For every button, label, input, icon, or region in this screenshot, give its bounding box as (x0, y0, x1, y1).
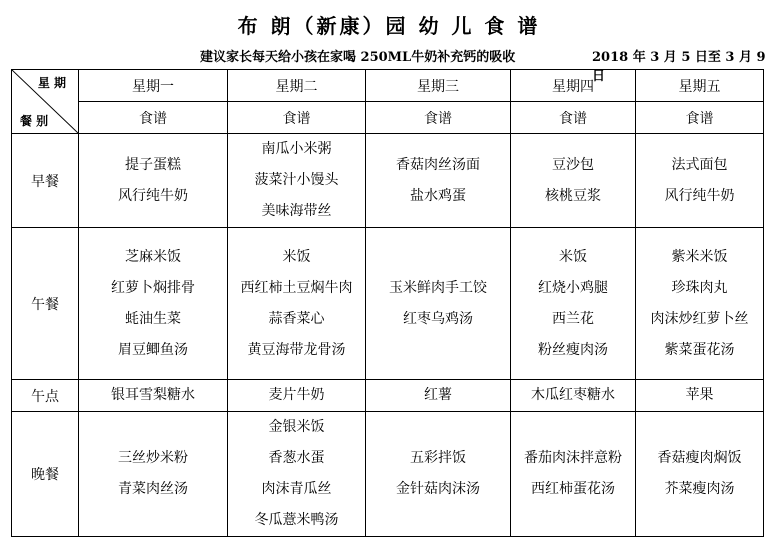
menu-cell (511, 228, 636, 380)
dish-item: 红萝卜焖排骨 (111, 279, 195, 296)
meal-row-snack (12, 380, 764, 412)
menu-cell (366, 412, 511, 537)
day-header-fri: 星期五 (636, 70, 764, 102)
dish-item: 芥菜瘦肉汤 (664, 481, 735, 497)
dish-item: 玉米鲜肉手工饺 (389, 279, 487, 296)
dish-item: 眉豆鲫鱼汤 (118, 341, 188, 358)
dish-item: 香葱水蛋 (268, 450, 325, 466)
dish-item: 黄豆海带龙骨汤 (247, 341, 346, 358)
day-header-wed: 星期三 (366, 70, 511, 102)
dish-item: 西红柿土豆焖牛肉 (240, 279, 353, 296)
menu-cell (366, 134, 511, 228)
meal-label-dinner: 晚餐 (12, 412, 79, 537)
dish-item: 核桃豆浆 (545, 187, 601, 204)
dish-item: 珍珠肉丸 (671, 279, 728, 296)
weekly-menu-table (11, 69, 764, 537)
dish-item: 红枣乌鸡汤 (403, 310, 473, 327)
dish-item: 冬瓜薏米鸭汤 (254, 512, 339, 528)
day-header-mon: 星期一 (79, 70, 228, 102)
dish-item: 西红柿蛋花汤 (531, 481, 615, 497)
dish-item: 青菜肉丝汤 (118, 481, 188, 497)
dish-item: 豆沙包 (552, 156, 594, 173)
menu-cell (636, 380, 764, 412)
menu-cell (228, 380, 366, 412)
dish-item: 盐水鸡蛋 (410, 187, 466, 204)
meal-label-breakfast: 早餐 (12, 134, 79, 228)
meal-axis-label: 餐 别 (20, 114, 49, 128)
date-range: 2018 年 3 月 5 日至 3 月 9 日 (592, 50, 766, 84)
meal-row-lunch (12, 228, 764, 380)
dish-item: 肉沫青瓜丝 (261, 481, 332, 497)
menu-cell (79, 380, 228, 412)
dish-item: 番茄肉沫拌意粉 (524, 450, 622, 466)
dish-item: 金银米饭 (268, 419, 325, 435)
dish-item: 木瓜红枣糖水 (531, 387, 615, 403)
menu-cell (79, 134, 228, 228)
menu-cell (366, 380, 511, 412)
dish-item: 提子蛋糕 (125, 156, 181, 173)
dish-item: 麦片牛奶 (268, 387, 325, 403)
dish-item: 香菇瘦肉焖饭 (657, 450, 742, 466)
menu-cell (228, 134, 366, 228)
recipe-subheader: 食谱 (636, 102, 764, 134)
dish-item: 肉沫炒红萝卜丝 (650, 310, 749, 327)
dish-item: 紫菜蛋花汤 (664, 341, 735, 358)
meal-row-dinner (12, 412, 764, 537)
menu-cell (228, 412, 366, 537)
dish-item: 法式面包 (671, 156, 728, 173)
dish-item: 美味海带丝 (261, 203, 332, 219)
corner-header-cell (12, 70, 79, 134)
menu-cell (636, 412, 764, 537)
dish-item: 南瓜小米粥 (261, 141, 332, 157)
recipe-subheader: 食谱 (228, 102, 366, 134)
meal-label-snack: 午点 (12, 380, 79, 412)
menu-cell (636, 134, 764, 228)
menu-title: 布 朗（新康）园 幼 儿 食 谱 (237, 14, 541, 38)
dish-item: 红烧小鸡腿 (538, 279, 608, 296)
day-header-thu: 星期四 (511, 70, 636, 102)
dish-item: 金针菇肉沫汤 (396, 481, 480, 497)
menu-cell (511, 412, 636, 537)
dish-item: 西兰花 (552, 310, 594, 327)
menu-cell (228, 228, 366, 380)
dish-item: 三丝炒米粉 (118, 450, 188, 466)
dish-item: 红薯 (424, 387, 452, 403)
dish-item: 芝麻米饭 (125, 248, 181, 265)
menu-cell (79, 228, 228, 380)
dish-item: 菠菜汁小馒头 (254, 172, 339, 188)
recipe-subheader: 食谱 (366, 102, 511, 134)
menu-cell (511, 380, 636, 412)
dish-item: 蚝油生菜 (125, 310, 181, 327)
menu-cell (366, 228, 511, 380)
dish-item: 紫米米饭 (671, 248, 728, 265)
dish-item: 苹果 (685, 387, 714, 403)
menu-cell (636, 228, 764, 380)
dish-item: 风行纯牛奶 (664, 187, 735, 204)
dish-item: 蒜香菜心 (268, 310, 325, 327)
day-header-tue: 星期二 (228, 70, 366, 102)
dish-item: 五彩拌饭 (410, 450, 466, 466)
menu-cell (511, 134, 636, 228)
dish-item: 米饭 (282, 248, 311, 265)
meal-label-lunch: 午餐 (12, 228, 79, 380)
recipe-subheader: 食谱 (79, 102, 228, 134)
recipe-subheader: 食谱 (511, 102, 636, 134)
meal-row-breakfast (12, 134, 764, 228)
milk-advice-note: 建议家长每天给小孩在家喝 250ML牛奶补充钙的吸收 (200, 50, 516, 65)
dish-item: 米饭 (559, 248, 587, 265)
menu-cell (79, 412, 228, 537)
dish-item: 香菇肉丝汤面 (396, 156, 480, 173)
dish-item: 风行纯牛奶 (118, 187, 188, 204)
weekday-axis-label: 星 期 (37, 76, 66, 90)
dish-item: 银耳雪梨糖水 (111, 387, 195, 403)
dish-item: 粉丝瘦肉汤 (538, 341, 608, 358)
